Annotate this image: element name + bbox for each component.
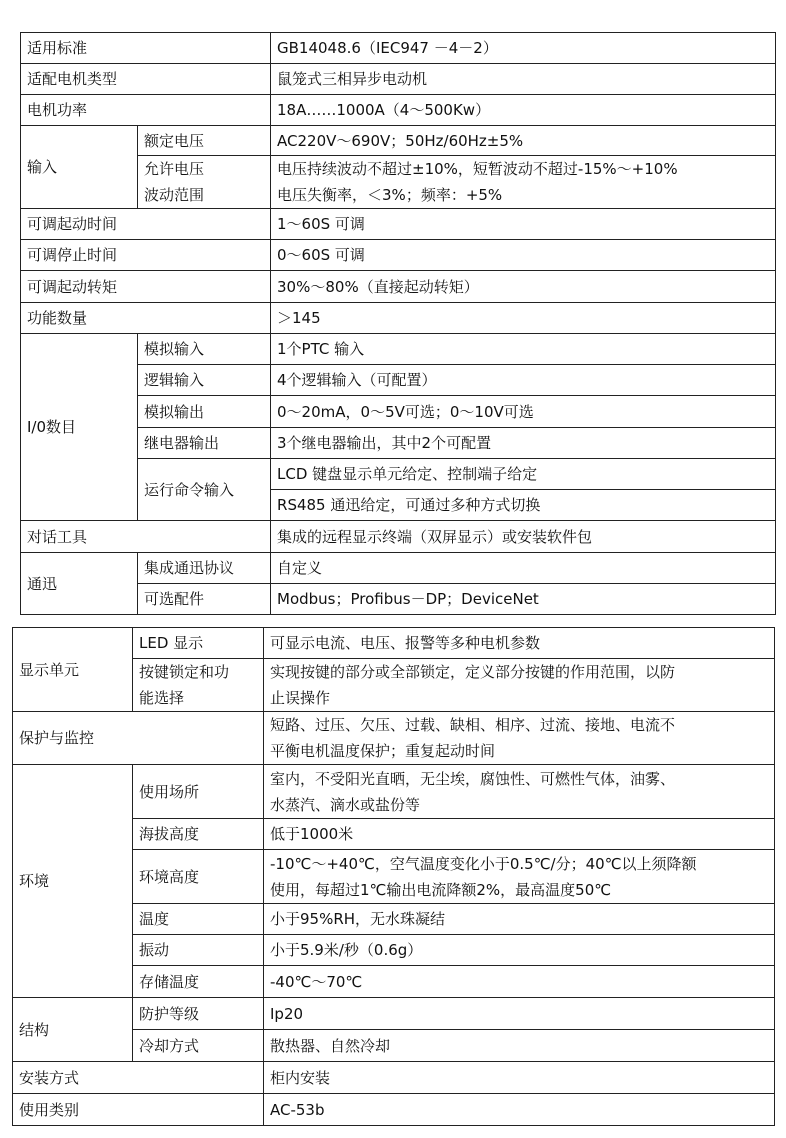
table-row <box>13 628 775 659</box>
label-standard: 适用标准 <box>21 33 271 64</box>
label-logic-input: 逻辑输入 <box>138 365 271 396</box>
label-ambient: 环境高度 <box>133 850 264 904</box>
label-function-count: 功能数量 <box>21 303 271 334</box>
label-keylock <box>133 659 264 712</box>
value-line: 短路、过压、欠压、过载、缺相、相序、过流、接地、电流不 <box>270 716 676 734</box>
table-row <box>21 334 776 365</box>
label-environment: 环境 <box>13 765 133 998</box>
value-storage: -40℃～70℃ <box>264 966 775 998</box>
label-line: 按键锁定和功 <box>139 663 230 681</box>
spec-table-top <box>20 32 776 615</box>
table-row <box>21 553 776 584</box>
table-row <box>21 209 776 240</box>
value-analog-input: 1个PTC 输入 <box>271 334 776 365</box>
label-motor-type: 适配电机类型 <box>21 64 271 95</box>
label-start-torque: 可调起动转矩 <box>21 271 271 303</box>
value-line: 电压失衡率，＜3%；频率：+5% <box>277 186 503 204</box>
label-humidity: 温度 <box>133 904 264 935</box>
table-row <box>21 33 776 64</box>
table-row <box>13 765 775 819</box>
value-comm-protocol: 自定义 <box>271 553 776 584</box>
label-stop-time: 可调停止时间 <box>21 240 271 271</box>
label-line: 能选择 <box>139 689 185 707</box>
value-stop-time: 0～60S 可调 <box>271 240 776 271</box>
table-row <box>21 521 776 553</box>
label-comm-protocol: 集成通迅协议 <box>138 553 271 584</box>
value-run-command-2: RS485 通迅给定，可通过多种方式切换 <box>271 490 776 521</box>
table-row <box>21 126 776 156</box>
value-cooling: 散热器、自然冷却 <box>264 1030 775 1062</box>
label-rated-voltage: 额定电压 <box>138 126 271 156</box>
table-row <box>21 240 776 271</box>
value-line: 止误操作 <box>270 689 331 707</box>
label-run-command: 运行命令输入 <box>138 459 271 521</box>
label-allowed-voltage <box>138 156 271 209</box>
value-start-time: 1～60S 可调 <box>271 209 776 240</box>
value-start-torque: 30%～80%（直接起动转矩） <box>271 271 776 303</box>
value-altitude: 低于1000米 <box>264 819 775 850</box>
value-logic-input: 4个逻辑输入（可配置） <box>271 365 776 396</box>
label-line: 允许电压 <box>144 160 205 178</box>
label-comm-options: 可选配件 <box>138 584 271 615</box>
value-protection <box>264 712 775 765</box>
value-location <box>264 765 775 819</box>
value-led: 可显示电流、电压、报警等多种电机参数 <box>264 628 775 659</box>
label-motor-power: 电机功率 <box>21 95 271 126</box>
value-analog-output: 0～20mA，0～5V可选；0～10V可选 <box>271 396 776 428</box>
label-install: 安装方式 <box>13 1062 264 1094</box>
value-rated-voltage: AC220V～690V；50Hz/60Hz±5% <box>271 126 776 156</box>
label-vibration: 振动 <box>133 935 264 966</box>
label-io: I/0数目 <box>21 334 138 521</box>
value-line: 室内，不受阳光直晒，无尘埃，腐蚀性、可燃性气体，油雾、 <box>270 769 676 788</box>
table-row <box>21 303 776 334</box>
label-input: 输入 <box>21 126 138 209</box>
table-row <box>21 95 776 126</box>
label-location: 使用场所 <box>133 765 264 819</box>
label-dialog-tool: 对话工具 <box>21 521 271 553</box>
value-usage-category: AC-53b <box>264 1094 775 1126</box>
table-row <box>21 64 776 95</box>
label-analog-input: 模拟输入 <box>138 334 271 365</box>
value-run-command-1: LCD 键盘显示单元给定、控制端子给定 <box>271 459 776 490</box>
value-dialog-tool: 集成的远程显示终端（双屏显示）或安装软件包 <box>271 521 776 553</box>
value-relay-output: 3个继电器输出，其中2个可配置 <box>271 428 776 459</box>
value-line: -10℃～+40℃，空气温度变化小于0.5℃/分；40℃以上须降额 <box>270 854 697 873</box>
value-protection-class: Ip20 <box>264 998 775 1030</box>
value-comm-options: Modbus；Profibus－DP；DeviceNet <box>271 584 776 615</box>
label-usage-category: 使用类别 <box>13 1094 264 1126</box>
label-analog-output: 模拟输出 <box>138 396 271 428</box>
value-line: 使用，每超过1℃输出电流降额2%，最高温度50℃ <box>270 880 612 899</box>
label-line: 波动范围 <box>144 186 205 204</box>
value-vibration: 小于5.9米/秒（0.6g） <box>264 935 775 966</box>
value-line: 实现按键的部分或全部锁定，定义部分按键的作用范围，以防 <box>270 663 676 681</box>
label-display: 显示单元 <box>13 628 133 712</box>
value-allowed-voltage <box>271 156 776 209</box>
value-keylock <box>264 659 775 712</box>
label-relay-output: 继电器输出 <box>138 428 271 459</box>
label-storage: 存储温度 <box>133 966 264 998</box>
label-comm: 通迅 <box>21 553 138 615</box>
value-motor-power: 18A……1000A（4～500Kw） <box>271 95 776 126</box>
label-structure: 结构 <box>13 998 133 1062</box>
label-altitude: 海拔高度 <box>133 819 264 850</box>
table-row <box>13 998 775 1030</box>
table-row <box>13 712 775 765</box>
value-function-count: ＞145 <box>271 303 776 334</box>
table-row <box>13 1062 775 1094</box>
spec-table-bottom <box>12 627 775 1126</box>
label-protection-class: 防护等级 <box>133 998 264 1030</box>
label-start-time: 可调起动时间 <box>21 209 271 240</box>
label-protection: 保护与监控 <box>13 712 264 765</box>
value-line: 水蒸汽、滴水或盐份等 <box>270 795 421 814</box>
value-humidity: 小于95%RH，无水珠凝结 <box>264 904 775 935</box>
value-motor-type: 鼠笼式三相异步电动机 <box>271 64 776 95</box>
label-led: LED 显示 <box>133 628 264 659</box>
value-line: 平衡电机温度保护；重复起动时间 <box>270 742 496 760</box>
value-line: 电压持续波动不超过±10%，短暂波动不超过-15%～+10% <box>277 160 678 178</box>
label-cooling: 冷却方式 <box>133 1030 264 1062</box>
value-ambient <box>264 850 775 904</box>
value-standard: GB14048.6（IEC947 －4－2） <box>271 33 776 64</box>
value-install: 柜内安装 <box>264 1062 775 1094</box>
table-row <box>21 271 776 303</box>
table-row <box>13 1094 775 1126</box>
